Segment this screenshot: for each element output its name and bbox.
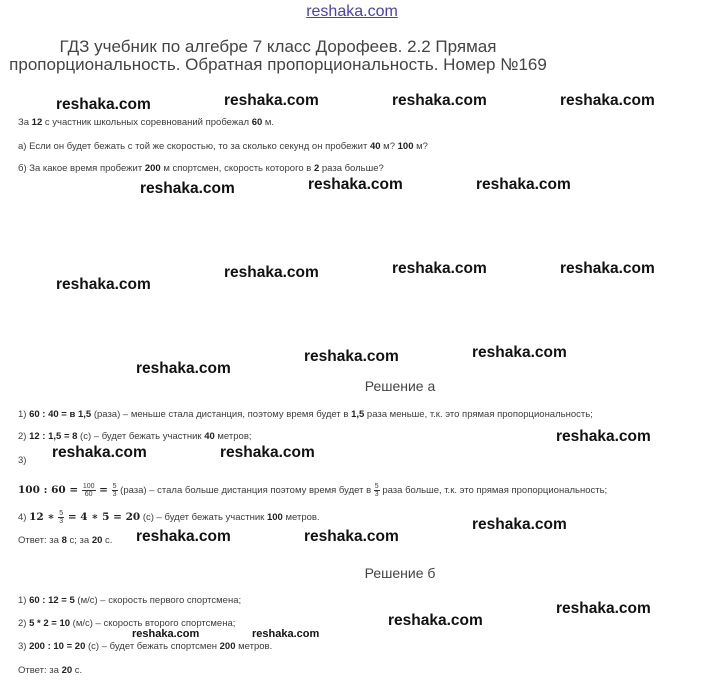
- watermark: reshaka.com: [224, 264, 319, 281]
- solution-b-answer: Ответ: за 20 с.: [18, 665, 83, 676]
- watermark: reshaka.com: [556, 428, 651, 445]
- watermark: reshaka.com: [224, 92, 319, 109]
- problem-part-a: а) Если он будет бежать с той же скоростью, то за сколько секунд он пробежит 40 м? 100 м?: [18, 141, 428, 152]
- watermark: reshaka.com: [52, 444, 147, 461]
- solution-a-step-3-label: 3): [18, 455, 27, 466]
- solution-b-step-3: 3) 200 : 10 = 20 (с) – будет бежать спортсмен 200 метров.: [18, 641, 273, 652]
- watermark: reshaka.com: [56, 96, 151, 113]
- watermark: reshaka.com: [136, 528, 231, 545]
- watermark: reshaka.com: [556, 600, 651, 617]
- watermark: reshaka.com: [560, 92, 655, 109]
- watermark: reshaka.com: [392, 92, 487, 109]
- watermark: reshaka.com: [308, 176, 403, 193]
- watermark: reshaka.com: [132, 628, 200, 640]
- watermark: reshaka.com: [388, 612, 483, 629]
- watermark: reshaka.com: [392, 260, 487, 277]
- solution-a-heading: Решение а: [364, 378, 436, 394]
- watermark: reshaka.com: [476, 176, 571, 193]
- watermark: reshaka.com: [304, 528, 399, 545]
- watermark: reshaka.com: [220, 444, 315, 461]
- solution-b-heading: Решение б: [364, 565, 436, 581]
- watermark: reshaka.com: [472, 516, 567, 533]
- fraction: $\frac{5}{3}$: [112, 483, 117, 498]
- solution-b-step-2: 2) 5 * 2 = 10 (м/с) – скорость второго спортсмена;: [18, 618, 236, 629]
- solution-a-step-1: 1) 60 : 40 = в 1,5 (раза) – меньше стала дистанция, поэтому время будет в 1,5 раза меньше, т.к. это прямая пропорциональность;: [18, 409, 593, 420]
- watermark: reshaka.com: [252, 628, 320, 640]
- problem-intro: За 12 с участник школьных соревнований пробежал 60 м.: [18, 117, 275, 128]
- fraction: $\frac{5}{3}$: [59, 510, 64, 525]
- solution-a-step-4: 4) 12 ∗ $\frac{5}{3}$ = 4 ∗ 5 = 20 (с) – будет бежать участник 100 метров.: [18, 510, 320, 525]
- page-title: ГДЗ учебник по алгебре 7 класс Дорофеев. 2.2 Прямая пропорциональность. Обратная пропорциональность. Номер №169: [9, 37, 547, 74]
- watermark: reshaka.com: [560, 260, 655, 277]
- solution-a-step-3: 100 : 60 = $\frac{100}{60}$ = $\frac{5}{3}$ (раза) – стала больше дистанция поэтому время будет в $\frac{5}{3}$ раза больше, т.к. это прямая пропорциональность;: [18, 483, 608, 498]
- watermark: reshaka.com: [136, 360, 231, 377]
- solution-a-step-2: 2) 12 : 1,5 = 8 (с) – будет бежать участник 40 метров;: [18, 431, 252, 442]
- watermark: reshaka.com: [56, 276, 151, 293]
- problem-part-b: б) За какое время пробежит 200 м спортсмен, скорость которого в 2 раза больше?: [18, 163, 384, 174]
- watermark: reshaka.com: [304, 348, 399, 365]
- watermark: reshaka.com: [472, 344, 567, 361]
- watermark: reshaka.com: [140, 180, 235, 197]
- fraction: $\frac{100}{60}$: [82, 483, 95, 498]
- fraction: $\frac{5}{3}$: [374, 483, 379, 498]
- solution-b-step-1: 1) 60 : 12 = 5 (м/с) – скорость первого спортсмена;: [18, 595, 242, 606]
- site-link[interactable]: reshaka.com: [306, 3, 398, 20]
- solution-a-answer: Ответ: за 8 с; за 20 с.: [18, 535, 113, 546]
